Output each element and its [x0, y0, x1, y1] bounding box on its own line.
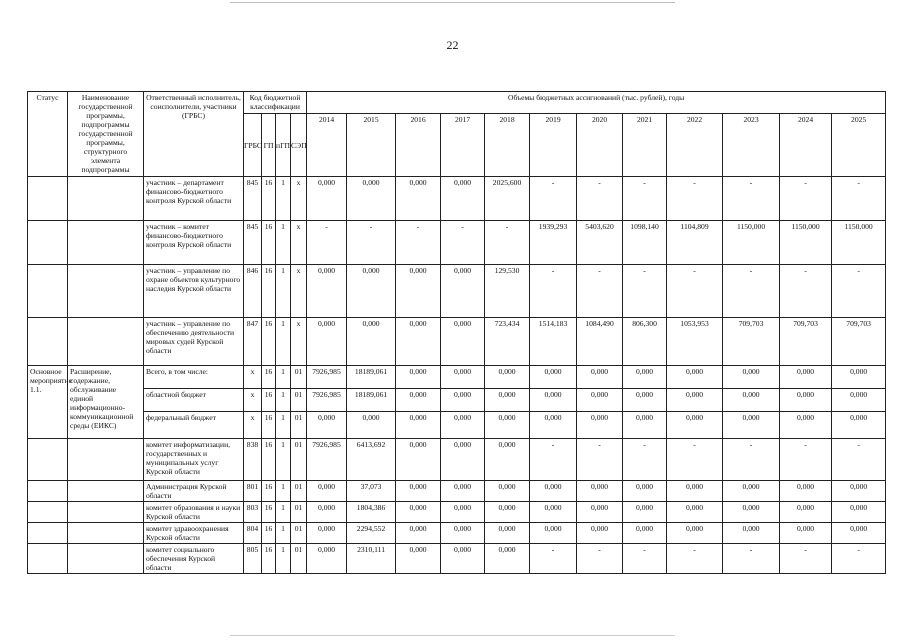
row-executor: участник – управление по охране объектов культурного наследия Курской области	[144, 265, 244, 318]
row-value-cell: -	[667, 177, 723, 221]
row-value-cell: 0,000	[396, 523, 441, 544]
header-year-2022: 2022	[667, 114, 723, 177]
row-code-cell: 16	[262, 412, 276, 439]
row-code-cell: х	[291, 221, 307, 265]
row-value-cell: 5403,620	[577, 221, 623, 265]
row-value-cell: 0,000	[396, 481, 441, 502]
table-row	[28, 502, 886, 523]
row-status	[28, 318, 68, 366]
row-value-cell: 1053,953	[667, 318, 723, 366]
row-value-cell: -	[723, 544, 780, 574]
row-code-cell: 16	[262, 318, 276, 366]
row-value-cell: -	[780, 265, 832, 318]
row-code-cell: 01	[291, 389, 307, 412]
row-value-cell: 6413,692	[347, 439, 396, 481]
row-value-cell: 0,000	[441, 502, 485, 523]
row-value-cell: 709,703	[723, 318, 780, 366]
row-value-cell: -	[441, 221, 485, 265]
row-value-cell: 0,000	[723, 366, 780, 389]
row-value-cell: 0,000	[530, 412, 577, 439]
row-value-cell: -	[723, 265, 780, 318]
row-value-cell: 0,000	[530, 502, 577, 523]
table-row	[28, 389, 886, 412]
header-year-2024: 2024	[780, 114, 832, 177]
row-value-cell: -	[577, 265, 623, 318]
row-code-cell: 838	[244, 439, 262, 481]
row-code-cell: 01	[291, 544, 307, 574]
table-row	[28, 318, 886, 366]
row-value-cell: -	[667, 544, 723, 574]
row-value-cell: 0,000	[307, 502, 347, 523]
row-value-cell: 0,000	[485, 412, 530, 439]
row-code-cell: 16	[262, 177, 276, 221]
row-value-cell: 18189,061	[347, 366, 396, 389]
row-executor: комитет социального обеспечения Курской области	[144, 544, 244, 574]
row-status	[28, 544, 68, 574]
header-year-2023: 2023	[723, 114, 780, 177]
row-value-cell: 0,000	[832, 502, 886, 523]
row-value-cell: 0,000	[780, 523, 832, 544]
row-executor: комитет информатизации, государственных и муниципальных услуг Курской области	[144, 439, 244, 481]
row-value-cell: 0,000	[441, 439, 485, 481]
row-value-cell: 0,000	[780, 389, 832, 412]
row-value-cell: 0,000	[396, 389, 441, 412]
row-code-cell: 16	[262, 502, 276, 523]
row-value-cell: 1084,490	[577, 318, 623, 366]
row-code-cell: 1	[276, 265, 291, 318]
row-code-cell: 847	[244, 318, 262, 366]
row-value-cell: 0,000	[667, 523, 723, 544]
table-row	[28, 221, 886, 265]
row-code-cell: 846	[244, 265, 262, 318]
row-value-cell: -	[396, 221, 441, 265]
row-value-cell: -	[723, 439, 780, 481]
row-value-cell: 0,000	[577, 523, 623, 544]
row-status	[28, 502, 68, 523]
row-value-cell: -	[623, 544, 667, 574]
row-code-cell: 1	[276, 502, 291, 523]
row-value-cell: 0,000	[485, 502, 530, 523]
row-code-cell: 1	[276, 389, 291, 412]
row-code-cell: 16	[262, 439, 276, 481]
row-value-cell: 0,000	[307, 265, 347, 318]
header-year-2021: 2021	[623, 114, 667, 177]
header-year-2019: 2019	[530, 114, 577, 177]
row-value-cell: 1104,809	[667, 221, 723, 265]
row-value-cell: 0,000	[485, 439, 530, 481]
row-value-cell: 0,000	[832, 412, 886, 439]
row-value-cell: -	[832, 265, 886, 318]
row-value-cell: 0,000	[623, 502, 667, 523]
row-value-cell: 0,000	[623, 481, 667, 502]
row-value-cell: 0,000	[347, 265, 396, 318]
row-code-cell: 804	[244, 523, 262, 544]
row-status	[28, 439, 68, 481]
row-value-cell: 0,000	[396, 366, 441, 389]
row-value-cell: 709,703	[780, 318, 832, 366]
table-row	[28, 523, 886, 544]
row-code-cell: 1	[276, 366, 291, 389]
row-executor: Администрация Курской области	[144, 481, 244, 502]
row-value-cell: 0,000	[832, 523, 886, 544]
row-code-cell: 1	[276, 523, 291, 544]
header-year-2014: 2014	[307, 114, 347, 177]
row-value-cell: 37,073	[347, 481, 396, 502]
row-value-cell: -	[577, 177, 623, 221]
row-name	[68, 265, 144, 318]
row-value-cell: -	[832, 439, 886, 481]
row-code-cell: 01	[291, 366, 307, 389]
row-executor: участник – департамент финансово-бюджетного контроля Курской области	[144, 177, 244, 221]
row-code-cell: х	[244, 366, 262, 389]
row-code-cell: 16	[262, 265, 276, 318]
row-code-cell: 01	[291, 481, 307, 502]
header-code-sep: СЭП	[291, 114, 307, 177]
row-value-cell: 0,000	[307, 544, 347, 574]
row-code-cell: х	[244, 389, 262, 412]
row-value-cell: -	[347, 221, 396, 265]
row-executor: участник – комитет финансово-бюджетного контроля Курской области	[144, 221, 244, 265]
row-value-cell: -	[530, 177, 577, 221]
table-row	[28, 366, 886, 389]
row-value-cell: 0,000	[530, 481, 577, 502]
row-value-cell: -	[530, 439, 577, 481]
row-name: Расширение, содержание, обслуживание единой информационно-коммуникационной среды (ЕИКС)	[68, 366, 144, 439]
row-code-cell: 1	[276, 481, 291, 502]
row-value-cell: 18189,061	[347, 389, 396, 412]
header-year-2020: 2020	[577, 114, 623, 177]
row-value-cell: 0,000	[441, 544, 485, 574]
row-code-cell: 1	[276, 177, 291, 221]
row-value-cell: 0,000	[347, 412, 396, 439]
row-status	[28, 221, 68, 265]
row-value-cell: 0,000	[723, 481, 780, 502]
row-value-cell: -	[485, 221, 530, 265]
header-year-2018: 2018	[485, 114, 530, 177]
row-value-cell: 0,000	[577, 481, 623, 502]
row-value-cell: 723,434	[485, 318, 530, 366]
row-status	[28, 265, 68, 318]
row-value-cell: 1098,140	[623, 221, 667, 265]
row-value-cell: -	[667, 265, 723, 318]
row-name	[68, 318, 144, 366]
row-code-cell: 801	[244, 481, 262, 502]
row-value-cell: 0,000	[723, 389, 780, 412]
row-value-cell: 1150,000	[832, 221, 886, 265]
row-code-cell: 1	[276, 221, 291, 265]
row-code-cell: 1	[276, 439, 291, 481]
row-value-cell: 0,000	[832, 366, 886, 389]
row-value-cell: 0,000	[307, 481, 347, 502]
row-name	[68, 177, 144, 221]
row-value-cell: 0,000	[441, 177, 485, 221]
row-status	[28, 481, 68, 502]
row-executor: федеральный бюджет	[144, 412, 244, 439]
header-code-gp: ГП	[262, 114, 276, 177]
row-value-cell: 0,000	[396, 318, 441, 366]
row-value-cell: 0,000	[307, 412, 347, 439]
row-value-cell: 0,000	[577, 502, 623, 523]
row-value-cell: 0,000	[723, 412, 780, 439]
row-value-cell: 0,000	[780, 412, 832, 439]
row-name	[68, 544, 144, 574]
row-value-cell: -	[780, 439, 832, 481]
row-value-cell: -	[623, 265, 667, 318]
table-row	[28, 439, 886, 481]
row-name	[68, 439, 144, 481]
row-executor: комитет здравоохранения Курской области	[144, 523, 244, 544]
row-value-cell: 2025,600	[485, 177, 530, 221]
row-value-cell: 0,000	[623, 389, 667, 412]
row-code-cell: 01	[291, 523, 307, 544]
row-value-cell: 0,000	[780, 366, 832, 389]
row-value-cell: 0,000	[307, 523, 347, 544]
header-year-2016: 2016	[396, 114, 441, 177]
row-value-cell: 0,000	[307, 177, 347, 221]
row-value-cell: -	[307, 221, 347, 265]
row-value-cell: -	[577, 544, 623, 574]
row-value-cell: 0,000	[396, 177, 441, 221]
row-value-cell: 1514,183	[530, 318, 577, 366]
row-value-cell: -	[780, 544, 832, 574]
bottom-rule	[230, 635, 675, 636]
row-value-cell: 0,000	[623, 366, 667, 389]
row-value-cell: 0,000	[577, 366, 623, 389]
row-code-cell: х	[291, 265, 307, 318]
row-code-cell: 01	[291, 502, 307, 523]
row-value-cell: -	[530, 544, 577, 574]
row-value-cell: 0,000	[723, 523, 780, 544]
row-value-cell: 0,000	[485, 481, 530, 502]
table-row	[28, 481, 886, 502]
row-value-cell: 7926,985	[307, 389, 347, 412]
row-code-cell: х	[244, 412, 262, 439]
row-status	[28, 523, 68, 544]
row-value-cell: 0,000	[441, 366, 485, 389]
row-value-cell: 1804,386	[347, 502, 396, 523]
row-code-cell: 803	[244, 502, 262, 523]
row-code-cell: 16	[262, 366, 276, 389]
row-code-cell: 16	[262, 389, 276, 412]
row-value-cell: -	[623, 439, 667, 481]
row-value-cell: 0,000	[577, 389, 623, 412]
row-value-cell: 7926,985	[307, 366, 347, 389]
row-value-cell: 1150,000	[780, 221, 832, 265]
row-value-cell: 0,000	[307, 318, 347, 366]
row-code-cell: 01	[291, 412, 307, 439]
header-volumes: Объемы бюджетных ассигнований (тыс. рублей), годы	[307, 92, 886, 114]
row-executor: областной бюджет	[144, 389, 244, 412]
row-value-cell: 0,000	[485, 389, 530, 412]
row-value-cell: 0,000	[667, 389, 723, 412]
row-value-cell: 0,000	[485, 366, 530, 389]
row-value-cell: 0,000	[780, 481, 832, 502]
row-value-cell: 0,000	[667, 366, 723, 389]
table-row	[28, 177, 886, 221]
row-value-cell: 129,530	[485, 265, 530, 318]
row-value-cell: -	[623, 177, 667, 221]
row-status	[28, 177, 68, 221]
row-value-cell: 0,000	[667, 481, 723, 502]
row-code-cell: 16	[262, 221, 276, 265]
row-executor: участник – управление по обеспечению деятельности мировых судей Курской области	[144, 318, 244, 366]
budget-table	[27, 91, 886, 574]
row-code-cell: х	[291, 177, 307, 221]
row-value-cell: -	[832, 177, 886, 221]
row-value-cell: 0,000	[780, 502, 832, 523]
row-value-cell: 0,000	[441, 389, 485, 412]
row-value-cell: 0,000	[347, 177, 396, 221]
row-value-cell: 0,000	[577, 412, 623, 439]
row-code-cell: 16	[262, 481, 276, 502]
row-value-cell: 0,000	[396, 412, 441, 439]
row-value-cell: 0,000	[441, 265, 485, 318]
row-value-cell: -	[723, 177, 780, 221]
header-year-2025: 2025	[832, 114, 886, 177]
row-value-cell: 0,000	[530, 523, 577, 544]
row-value-cell: -	[577, 439, 623, 481]
row-value-cell: 0,000	[530, 366, 577, 389]
row-value-cell: 0,000	[396, 265, 441, 318]
row-value-cell: 7926,985	[307, 439, 347, 481]
row-value-cell: 0,000	[623, 412, 667, 439]
table-row	[28, 544, 886, 574]
row-code-cell: 16	[262, 544, 276, 574]
row-value-cell: 806,300	[623, 318, 667, 366]
row-code-cell: 845	[244, 177, 262, 221]
row-code-cell: 845	[244, 221, 262, 265]
row-value-cell: 0,000	[441, 481, 485, 502]
table-row	[28, 412, 886, 439]
row-value-cell: 2310,111	[347, 544, 396, 574]
row-value-cell: 0,000	[441, 318, 485, 366]
row-name	[68, 221, 144, 265]
row-value-cell: 0,000	[396, 439, 441, 481]
row-value-cell: 0,000	[441, 412, 485, 439]
row-name	[68, 523, 144, 544]
row-value-cell: 0,000	[396, 544, 441, 574]
header-status: Статус	[28, 92, 68, 177]
row-value-cell: 2294,552	[347, 523, 396, 544]
row-code-cell: 1	[276, 544, 291, 574]
row-name	[68, 502, 144, 523]
row-executor: комитет образования и науки Курской области	[144, 502, 244, 523]
header-year-2017: 2017	[441, 114, 485, 177]
row-value-cell: 709,703	[832, 318, 886, 366]
row-value-cell: 0,000	[723, 502, 780, 523]
row-status: Основное мероприятие 1.1.	[28, 366, 68, 439]
header-code-pgp: пГП	[276, 114, 291, 177]
row-value-cell: 0,000	[623, 523, 667, 544]
row-value-cell: 0,000	[396, 502, 441, 523]
header-year-2015: 2015	[347, 114, 396, 177]
row-value-cell: 0,000	[832, 481, 886, 502]
row-value-cell: 0,000	[832, 389, 886, 412]
row-executor: Всего, в том числе:	[144, 366, 244, 389]
row-code-cell: 01	[291, 439, 307, 481]
row-value-cell: 0,000	[485, 544, 530, 574]
header-budget-code: Код бюджетной классификации	[244, 92, 307, 114]
row-value-cell: 0,000	[441, 523, 485, 544]
row-value-cell: 0,000	[667, 502, 723, 523]
page-number: 22	[446, 38, 459, 52]
row-value-cell: 0,000	[530, 389, 577, 412]
top-rule	[230, 2, 675, 3]
row-code-cell: 1	[276, 412, 291, 439]
row-code-cell: 16	[262, 523, 276, 544]
row-value-cell: -	[832, 544, 886, 574]
row-value-cell: 0,000	[667, 412, 723, 439]
header-executor: Ответственный исполнитель, соисполнители, участники (ГРБС)	[144, 92, 244, 177]
header-code-grbs: ГРБС	[244, 114, 262, 177]
row-code-cell: 1	[276, 318, 291, 366]
row-code-cell: 805	[244, 544, 262, 574]
row-value-cell: -	[667, 439, 723, 481]
row-value-cell: -	[530, 265, 577, 318]
row-value-cell: 1939,293	[530, 221, 577, 265]
table-row	[28, 265, 886, 318]
row-value-cell: 1150,000	[723, 221, 780, 265]
row-value-cell: 0,000	[347, 318, 396, 366]
row-code-cell: х	[291, 318, 307, 366]
row-value-cell: 0,000	[485, 523, 530, 544]
header-name: Наименование государственной программы, подпрограммы государственной программы, структурного элемента подпрограммы	[68, 92, 144, 177]
row-value-cell: -	[780, 177, 832, 221]
row-name	[68, 481, 144, 502]
